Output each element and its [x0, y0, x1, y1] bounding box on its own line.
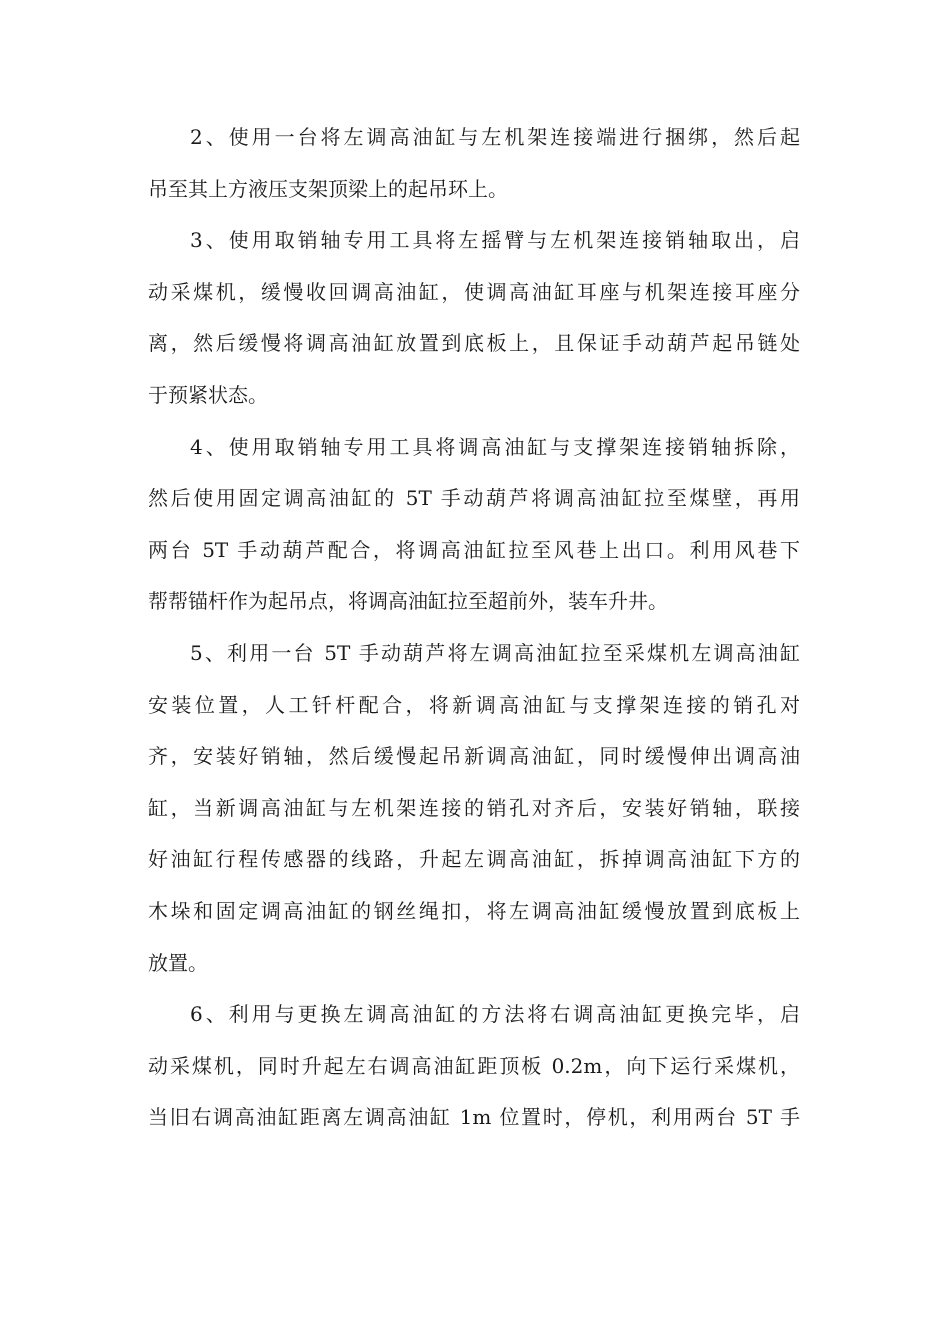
text-line: 离，然后缓慢将调高油缸放置到底板上，且保证手动葫芦起吊链处	[148, 331, 800, 356]
paragraph-step-3	[148, 215, 800, 421]
paragraph-step-4	[148, 422, 800, 628]
text-line: 两台 5T 手动葫芦配合，将调高油缸拉至风巷上出口。利用风巷下	[148, 537, 800, 562]
text-line: 2、使用一台将左调高油缸与左机架连接端进行捆绑，然后起	[190, 125, 800, 149]
text-line: 4、使用取销轴专用工具将调高油缸与支撑架连接销轴拆除，	[190, 434, 800, 459]
paragraph-step-2	[148, 112, 800, 215]
text-line: 缸，当新调高油缸与左机架连接的销孔对齐后，安装好销轴，联接	[148, 795, 800, 820]
text-line: 好油缸行程传感器的线路，升起左调高油缸，拆掉调高油缸下方的	[148, 847, 800, 872]
text-line: 放置。	[148, 950, 208, 975]
text-line: 帮帮锚杆作为起吊点，将调高油缸拉至超前外，装车升井。	[148, 589, 668, 614]
text-line: 吊至其上方液压支架顶梁上的起吊环上。	[148, 176, 508, 201]
paragraph-step-5	[148, 628, 800, 989]
text-line: 动采煤机，缓慢收回调高油缸，使调高油缸耳座与机架连接耳座分	[148, 279, 800, 304]
text-line: 安装位置，人工钎杆配合，将新调高油缸与支撑架连接的销孔对	[148, 692, 800, 717]
text-line: 6、利用与更换左调高油缸的方法将右调高油缸更换完毕，启	[190, 1002, 800, 1027]
text-line: 齐，安装好销轴，然后缓慢起吊新调高油缸，同时缓慢伸出调高油	[148, 744, 800, 769]
text-line: 于预紧状态。	[148, 382, 268, 407]
text-line: 3、使用取销轴专用工具将左摇臂与左机架连接销轴取出，启	[190, 228, 800, 253]
text-line: 然后使用固定调高油缸的 5T 手动葫芦将调高油缸拉至煤壁，再用	[148, 486, 800, 511]
text-line: 5、利用一台 5T 手动葫芦将左调高油缸拉至采煤机左调高油缸	[190, 640, 800, 665]
text-line: 当旧右调高油缸距离左调高油缸 1m 位置时，停机，利用两台 5T 手	[148, 1105, 800, 1130]
document-body	[148, 112, 800, 1144]
paragraph-step-6	[148, 989, 800, 1144]
text-line: 木垛和固定调高油缸的钢丝绳扣，将左调高油缸缓慢放置到底板上	[148, 898, 800, 923]
text-line: 动采煤机，同时升起左右调高油缸距顶板 0.2m，向下运行采煤机，	[148, 1053, 800, 1078]
